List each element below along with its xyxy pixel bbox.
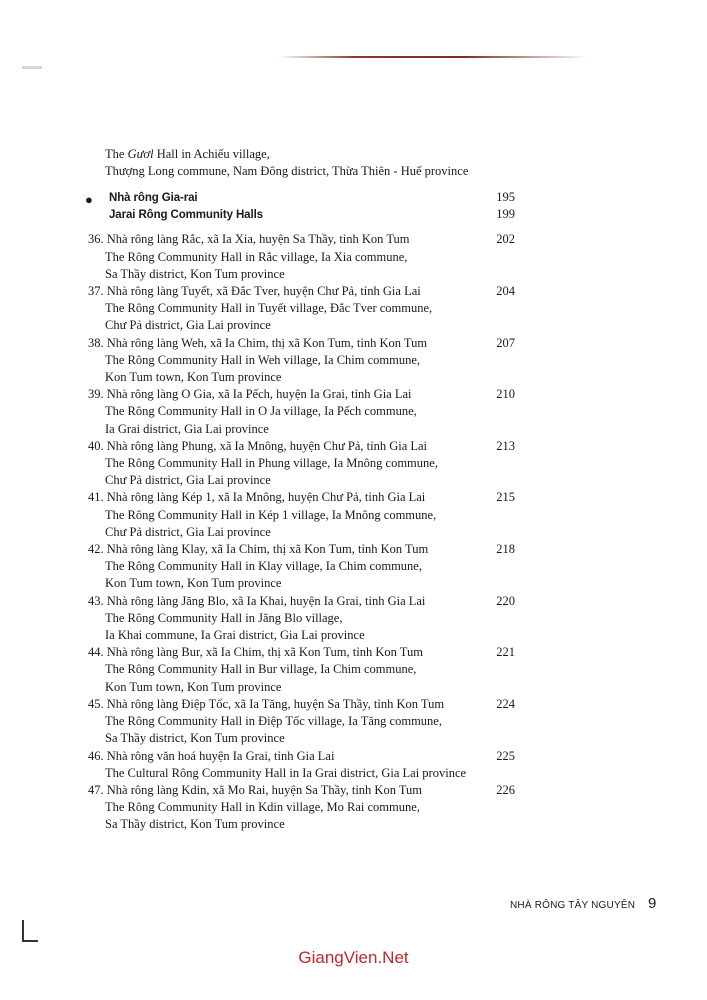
entry-title-en: Kon Tum town, Kon Tum province [105,576,282,591]
entry-title-en: Sa Thầy district, Kon Tum province [105,266,285,281]
caption-suffix: Hall in Achiếu village, [153,147,270,161]
entry-title-vi: 36. Nhà rông làng Rắc, xã Ia Xia, huyện Sa Thầy, tỉnh Kon Tum [88,232,410,247]
entry-title-vi: 41. Nhà rông làng Kép 1, xã Ia Mnông, huyện Chư Pả, tỉnh Gia Lai [88,490,426,505]
entry-page-number: 213 [496,438,515,453]
toc-entry [88,335,528,387]
entry-title-en: The Rông Community Hall in Jăng Blo village, [105,610,343,625]
toc-entry [88,644,528,696]
toc-entry [88,283,528,335]
caption-line-2: Thượng Long commune, Nam Đông district, Thừa Thiên - Huế province [105,164,469,179]
entry-title-en: The Cultural Rông Community Hall in Ia Grai district, Gia Lai province [105,765,467,780]
entry-title-vi: 38. Nhà rông làng Weh, xã Ia Chim, thị xã Kon Tum, tỉnh Kon Tum [88,335,428,350]
corner-mark-vertical [22,920,24,942]
entry-page-number: 210 [496,387,515,402]
toc-entry [88,696,528,748]
entry-title-en: The Rông Community Hall in Tuyết village, Đắc Tver commune, [105,301,433,316]
toc-entry [88,541,528,593]
running-title: NHÀ RÔNG TÂY NGUYÊN [510,900,636,911]
entry-title-en: Ia Khai commune, Ia Grai district, Gia Lai province [105,628,365,643]
entry-title-vi: 43. Nhà rông làng Jăng Blo, xã Ia Khai, huyện Ia Grai, tỉnh Gia Lai [88,593,426,608]
corner-mark-horizontal [22,940,38,942]
entry-title-en: Sa Thầy district, Kon Tum province [105,731,285,746]
entry-title-en: The Rông Community Hall in Phung village, Ia Mnông commune, [105,456,438,471]
entry-page-number: 218 [496,542,515,557]
entry-title-vi: 40. Nhà rông làng Phung, xã Ia Mnông, huyện Chư Pả, tỉnh Gia Lai [88,438,428,453]
section-title-vi: Nhà rông Gia-rai [109,192,198,205]
entry-title-en: Chư Pả district, Gia Lai province [105,473,271,488]
section-heading [85,189,528,223]
entry-title-vi: 45. Nhà rông làng Điệp Tốc, xã Ia Tăng, huyện Sa Thầy, tỉnh Kon Tum [88,696,445,711]
entry-title-vi: 37. Nhà rông làng Tuyết, xã Đắc Tver, huyện Chư Pả, tỉnh Gia Lai [88,284,421,299]
toc-entry [88,593,528,645]
toc-entry [88,782,528,834]
entry-title-en: Chư Pả district, Gia Lai province [105,318,271,333]
entry-title-en: The Rông Community Hall in Weh village, Ia Chim commune, [105,352,421,367]
entry-title-en: The Rông Community Hall in Bur village, Ia Chim commune, [105,662,417,677]
entry-title-vi: 39. Nhà rông làng O Gia, xã Ia Pếch, huyện Ia Grai, tỉnh Gia Lai [88,387,412,402]
top-corner-mark [22,66,42,69]
entry-title-en: The Rông Community Hall in Điệp Tốc village, Ia Tăng commune, [105,714,442,729]
entry-title-en: Ia Grai district, Gia Lai province [105,421,269,436]
section-title-en: Jarai Rông Community Halls [109,209,263,222]
caption-prefix: The [105,147,128,161]
page-number: 9 [648,895,657,912]
entry-title-en: Kon Tum town, Kon Tum province [105,679,282,694]
entry-page-number: 226 [496,782,515,797]
entry-title-en: Sa Thầy district, Kon Tum province [105,817,285,832]
entry-title-en: The Rông Community Hall in Kdin village, Mo Rai commune, [105,800,420,815]
top-decorative-rule [278,56,588,58]
entry-list [88,231,528,833]
entry-page-number: 224 [496,696,515,711]
continued-entry-caption [88,146,528,180]
entry-title-en: Kon Tum town, Kon Tum province [105,370,282,385]
entry-page-number: 220 [496,593,515,608]
entry-title-vi: 46. Nhà rông văn hoá huyện Ia Grai, tỉnh Gia Lai [88,748,335,763]
entry-title-vi: 42. Nhà rông làng Klay, xã Ia Chim, thị xã Kon Tum, tỉnh Kon Tum [88,542,429,557]
toc-entry [88,489,528,541]
entry-page-number: 207 [496,335,515,350]
section-page-en: 199 [496,207,515,222]
section-page-vi: 195 [496,190,515,205]
entry-title-en: The Rông Community Hall in Rắc village, Ia Xia commune, [105,249,408,264]
entry-title-en: Chư Pả district, Gia Lai province [105,524,271,539]
toc-entry [88,748,528,782]
entry-page-number: 221 [496,645,515,660]
entry-page-number: 202 [496,232,515,247]
caption-italic-term: Gươl [127,147,154,161]
entry-title-vi: 47. Nhà rông làng Kdin, xã Mo Rai, huyện Sa Thầy, tỉnh Kon Tum [88,782,423,797]
entry-page-number: 215 [496,490,515,505]
toc-entry [88,386,528,438]
entry-page-number: 204 [496,284,515,299]
entry-title-en: The Rông Community Hall in Klay village, Ia Chim commune, [105,559,422,574]
bullet-icon: ● [85,192,93,208]
entry-title-en: The Rông Community Hall in O Ja village, Ia Pếch commune, [105,404,417,419]
toc-entry [88,438,528,490]
entry-title-vi: 44. Nhà rông làng Bur, xã Ia Chim, thị xã Kon Tum, tỉnh Kon Tum [88,645,423,660]
toc-entry [88,231,528,283]
entry-title-en: The Rông Community Hall in Kép 1 village, Ia Mnông commune, [105,507,437,522]
entry-page-number: 225 [496,748,515,763]
table-of-contents [85,146,528,834]
watermark: GiangVien.Net [298,948,409,967]
